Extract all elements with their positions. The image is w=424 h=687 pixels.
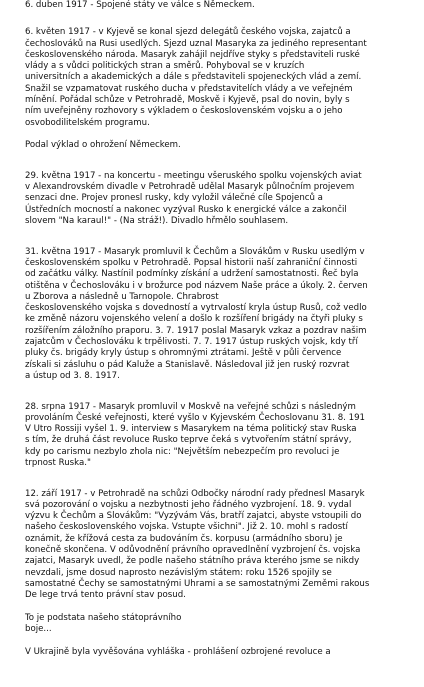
text-line: De lege trvá tento právní stav posud.	[25, 590, 186, 601]
text-line: získali si zásluhu o pád Kaluže a Stanislavě. Následoval již jen ruský rozvrat	[25, 359, 350, 370]
text-line: otištěna v Čechoslováku i v brožurce pod názvem Naše práce a úkoly. 2. červen	[25, 280, 368, 291]
text-line: V Utro Rossiji vyšel 1. 9. interview s Masarykem na téma politický stav Ruska	[25, 424, 357, 435]
text-line: trpnost Ruska."	[25, 457, 91, 468]
entry-aviation-concert	[25, 171, 424, 227]
text-line: ním uveřejněny rozhovory s výkladem o československém vojsku a o jeho	[25, 106, 343, 117]
text-line: v Alexandrovském divadle v Petrohradě udělal Masaryk půlnočním projevem	[25, 182, 355, 193]
text-line: u Zborova a následně u Tarnopole. Chrabrost	[25, 291, 219, 302]
text-line: samostatné Čechy se samostatnými Uhrami a se samostatnými Zeměmi rakous	[25, 578, 370, 589]
text-line: Snažil se vzpamatovat ruského ducha v představitelích vlády a ve veřejném	[25, 83, 353, 94]
text-line: provoláním České veřejnosti, které vyšlo v Kyjevském Čechoslovanu 31. 8. 191	[25, 412, 366, 423]
text-line: od začátku války. Nastínil podmínky získání a udržení samostatnosti. Řeč byla	[25, 269, 359, 280]
text-line: 6. květen 1917 - v Kyjevě se konal sjezd delegátů českého vojska, zajatců a	[25, 27, 351, 38]
text-line: našeho československého vojska. Vstupte všichni". Již 2. 10. mohl s radostí	[25, 522, 348, 533]
text-line: svá pozorování o vojsku a nezbytnosti jeho řádného vyzbrojení. 18. 9. vydal	[25, 499, 352, 510]
text-line: s tím, že druhá část revoluce Rusko teprve čeká s vytvořením státní správy,	[25, 435, 352, 446]
text-line: výzvu k Čechům a Slovákům: "Vyzývám Vás, bratří zajatci, abyste vstoupili do	[25, 511, 362, 522]
text-line: pluky čs. brigády kryly ústup s ohromnými ztrátami. Ještě v půli července	[25, 348, 342, 359]
text-line: osvobodilitelském programu.	[25, 117, 150, 128]
text-line: Podal výklad o ohrožení Německem.	[25, 140, 181, 151]
entry-state-struggle	[25, 613, 424, 636]
text-line: československém spolku v Petrohradě. Popsal historii naší zahraniční činnosti	[25, 257, 358, 268]
text-line: boje...	[25, 624, 52, 635]
text-line: konečně skončena. V odůvodnění právního opravedlnění vyzbrojení čs. vojska	[25, 545, 361, 556]
text-line: mínění. Pořádal schůze v Petrohradě, Moskvě i Kyjevě, psal do novin, byly s	[25, 95, 350, 106]
text-line: 31. května 1917 - Masaryk promluvil k Čechům a Slovákům v Rusku usedlým v	[25, 246, 365, 257]
text-line: 29. května 1917 - na koncertu - meetingu všeruského spolku vojenských aviat	[25, 170, 362, 181]
text-line: universitních a akademických a dále s představiteli spojeneckých vlád a zemí.	[25, 72, 362, 83]
text-line: kdy po carismu nezbylo zhola nic: "Největším nebezpečím pro revoluci je	[25, 446, 340, 457]
entry-kyiv-congress	[25, 27, 424, 129]
text-line: čechoslováků na Rusi usedlých. Sjezd uznal Masaryka za jediného representant	[25, 38, 367, 49]
text-line: vlády a s vůdci politických stran a směrů. Pohyboval se v kruzích	[25, 61, 305, 72]
text-line: československého vojska s dovedností a vytrvalostí kryla ústup Rusů, což vedlo	[25, 303, 367, 314]
text-line: 12. září 1917 - v Petrohradě na schůzi Odbočky národní rady přednesl Masaryk	[25, 488, 365, 499]
text-line: 28. srpna 1917 - Masaryk promluvil v Moskvě na veřejné schůzi s následným	[25, 401, 356, 412]
text-line: zajatci, Masaryk uvedl, že podle našeho státního práva kterého jsme se nikdy	[25, 556, 360, 567]
text-line: československého národa. Masaryk zahájil nejdříve styky s představiteli ruské	[25, 49, 360, 60]
entry-petrograd-speech	[25, 247, 424, 383]
text-line: ke změně názoru vojenského velení a došlo k rozšíření brigády na čtyři pluky s	[25, 314, 363, 325]
text-line: Ústředních mocností a nakonec vyzýval Rusko k energické válce a zakončil	[25, 204, 347, 215]
text-line: V Ukrajině byla vyvěšována vyhláška - prohlášení ozbrojené revoluce a	[25, 646, 331, 657]
text-line: a ústup od 3. 8. 1917.	[25, 370, 120, 381]
text-line: senzaci dne. Projev pronesl rusky, kdy vyložil válečné cíle Spojenců a	[25, 193, 323, 204]
entry-moscow-speech	[25, 402, 424, 470]
entry-ukraine-proclamation	[25, 647, 424, 658]
text-line: rozšířením záložního praporu. 3. 7. 1917 poslal Masaryk vzkaz a pozdrav našim	[25, 325, 367, 336]
entry-germany-threat	[25, 140, 424, 151]
text-line: oznámit, že křížová cesta za budováním čs. korpusu (armádního sboru) je	[25, 533, 343, 544]
text-line: slovem "Na karaul!" - (Na stráž!). Divadlo hřmělo souhlasem.	[25, 216, 289, 227]
text-line: nevzdali, jsme dosud naprosto nezávislým státem: roku 1526 spojily se	[25, 567, 332, 578]
document-body	[25, 0, 424, 658]
text-line: To je podstata našeho státoprávního	[25, 612, 182, 623]
text-line: zajatcům v Čechoslováku k trpělivosti. 7. 7. 1917 ústup ruských vojsk, kdy tří	[25, 337, 358, 348]
entry-us-war	[25, 0, 424, 11]
entry-national-council	[25, 489, 424, 602]
text-line: 6. duben 1917 - Spojené státy ve válce s Německem.	[25, 0, 255, 10]
